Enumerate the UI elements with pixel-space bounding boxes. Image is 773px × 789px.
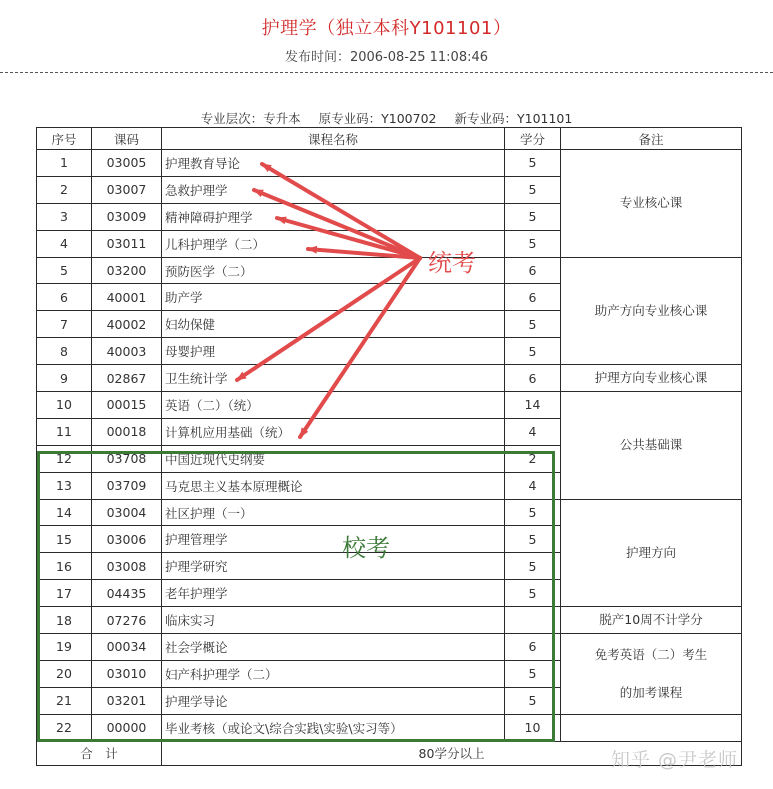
cell-code: 00018	[92, 418, 162, 445]
cell-course-name: 护理管理学	[162, 526, 505, 553]
cell-no: 12	[37, 445, 92, 472]
cell-no: 6	[37, 284, 92, 311]
table-row	[37, 634, 742, 661]
cell-credit: 14	[505, 392, 561, 419]
cell-code: 03008	[92, 553, 162, 580]
cell-course-name: 精神障碍护理学	[162, 203, 505, 230]
cell-no: 10	[37, 392, 92, 419]
col-header-code: 课码	[92, 128, 162, 150]
cell-code: 03005	[92, 150, 162, 177]
cell-credit: 4	[505, 418, 561, 445]
cell-course-name: 老年护理学	[162, 580, 505, 607]
cell-credit: 5	[505, 311, 561, 338]
cell-code: 03011	[92, 230, 162, 257]
cell-no: 5	[37, 257, 92, 284]
program-meta	[0, 109, 773, 127]
cell-code: 40001	[92, 284, 162, 311]
cell-course-name: 儿科护理学（二）	[162, 230, 505, 257]
cell-no: 19	[37, 634, 92, 661]
cell-code: 03006	[92, 526, 162, 553]
cell-code: 40002	[92, 311, 162, 338]
table-row	[37, 499, 742, 526]
cell-course-name: 助产学	[162, 284, 505, 311]
cell-code: 00000	[92, 714, 162, 741]
cell-credit: 6	[505, 284, 561, 311]
cell-credit: 5	[505, 150, 561, 177]
cell-credit: 4	[505, 472, 561, 499]
cell-code: 03009	[92, 203, 162, 230]
cell-code: 00015	[92, 392, 162, 419]
unified-exam-label: 统考	[428, 249, 476, 277]
course-table	[36, 127, 742, 766]
cell-course-name: 计算机应用基础（统）	[162, 418, 505, 445]
school-exam-label: 校考	[342, 534, 390, 562]
old-program-code: 原专业码：Y100702	[318, 111, 437, 126]
cell-no: 2	[37, 176, 92, 203]
cell-course-name: 急救护理学	[162, 176, 505, 203]
cell-course-name: 社会学概论	[162, 634, 505, 661]
table-row	[37, 257, 742, 284]
cell-credit: 6	[505, 257, 561, 284]
cell-code: 03708	[92, 445, 162, 472]
publish-time: 发布时间：2006-08-25 11:08:46	[284, 50, 489, 65]
col-header-note: 备注	[561, 128, 742, 150]
cell-no: 13	[37, 472, 92, 499]
new-program-code: 新专业码：Y101101	[454, 111, 573, 126]
cell-code: 03004	[92, 499, 162, 526]
cell-code: 03007	[92, 176, 162, 203]
watermark: 知乎 @尹老师	[611, 749, 739, 771]
cell-course-name: 母婴护理	[162, 338, 505, 365]
cell-no: 15	[37, 526, 92, 553]
cell-course-name: 预防医学（二）	[162, 257, 505, 284]
page-title: 护理学（独立本科Y101101）	[261, 18, 512, 39]
cell-credit: 6	[505, 365, 561, 392]
cell-course-name: 中国近现代史纲要	[162, 445, 505, 472]
cell-credit: 5	[505, 660, 561, 687]
cell-course-name: 护理学研究	[162, 553, 505, 580]
cell-course-name: 妇产科护理学（二）	[162, 660, 505, 687]
note-midwifery-core: 助产方向专业核心课	[561, 257, 742, 365]
table-row	[37, 150, 742, 177]
cell-no: 18	[37, 607, 92, 634]
note-extra-line1: 免考英语（二）考生	[594, 646, 708, 662]
cell-code: 03010	[92, 660, 162, 687]
cell-no: 21	[37, 687, 92, 714]
cell-no: 17	[37, 580, 92, 607]
table-row	[37, 607, 742, 634]
cell-credit: 5	[505, 526, 561, 553]
cell-code: 03709	[92, 472, 162, 499]
cell-credit: 5	[505, 230, 561, 257]
note-empty	[561, 714, 742, 741]
cell-no: 9	[37, 365, 92, 392]
cell-no: 14	[37, 499, 92, 526]
cell-course-name: 卫生统计学	[162, 365, 505, 392]
col-header-no: 序号	[37, 128, 92, 150]
cell-credit: 2	[505, 445, 561, 472]
cell-no: 11	[37, 418, 92, 445]
cell-credit: 5	[505, 687, 561, 714]
total-value: 80学分以上	[162, 741, 742, 765]
cell-no: 1	[37, 150, 92, 177]
cell-no: 7	[37, 311, 92, 338]
cell-code: 04435	[92, 580, 162, 607]
cell-code: 03200	[92, 257, 162, 284]
cell-course-name: 妇幼保健	[162, 311, 505, 338]
table-row	[37, 714, 742, 741]
cell-no: 3	[37, 203, 92, 230]
cell-course-name: 马克思主义基本原理概论	[162, 472, 505, 499]
cell-credit: 5	[505, 176, 561, 203]
cell-credit: 10	[505, 714, 561, 741]
cell-no: 4	[37, 230, 92, 257]
program-level: 专业层次：专升本	[200, 111, 301, 126]
cell-credit: 5	[505, 338, 561, 365]
cell-course-name: 护理学导论	[162, 687, 505, 714]
cell-code: 07276	[92, 607, 162, 634]
total-label: 合 计	[37, 741, 162, 765]
cell-course-name: 临床实习	[162, 607, 505, 634]
cell-credit: 6	[505, 634, 561, 661]
cell-credit: 5	[505, 499, 561, 526]
cell-no: 20	[37, 660, 92, 687]
note-extra-line2: 的加考课程	[619, 684, 683, 700]
note-extra-courses	[561, 634, 742, 715]
cell-credit: 5	[505, 553, 561, 580]
col-header-name: 课程名称	[162, 128, 505, 150]
table-header-row	[37, 128, 742, 150]
cell-no: 8	[37, 338, 92, 365]
cell-credit: 5	[505, 203, 561, 230]
cell-code: 03201	[92, 687, 162, 714]
cell-no: 16	[37, 553, 92, 580]
table-row	[37, 392, 742, 419]
table-row	[37, 365, 742, 392]
cell-code: 00034	[92, 634, 162, 661]
cell-course-name: 社区护理（一）	[162, 499, 505, 526]
col-header-credit: 学分	[505, 128, 561, 150]
note-nursing-direction: 护理方向	[561, 499, 742, 607]
cell-course-name: 英语（二）（统）	[162, 392, 505, 419]
cell-credit	[505, 607, 561, 634]
cell-credit: 5	[505, 580, 561, 607]
note-core: 专业核心课	[561, 150, 742, 258]
cell-code: 02867	[92, 365, 162, 392]
note-internship: 脱产10周不计学分	[561, 607, 742, 634]
cell-course-name: 护理教育导论	[162, 150, 505, 177]
cell-no: 22	[37, 714, 92, 741]
cell-course-name: 毕业考核（或论文\综合实践\实验\实习等）	[162, 714, 505, 741]
cell-code: 40003	[92, 338, 162, 365]
note-nursing-core: 护理方向专业核心课	[561, 365, 742, 392]
divider	[0, 72, 773, 73]
note-public-basic: 公共基础课	[561, 392, 742, 500]
